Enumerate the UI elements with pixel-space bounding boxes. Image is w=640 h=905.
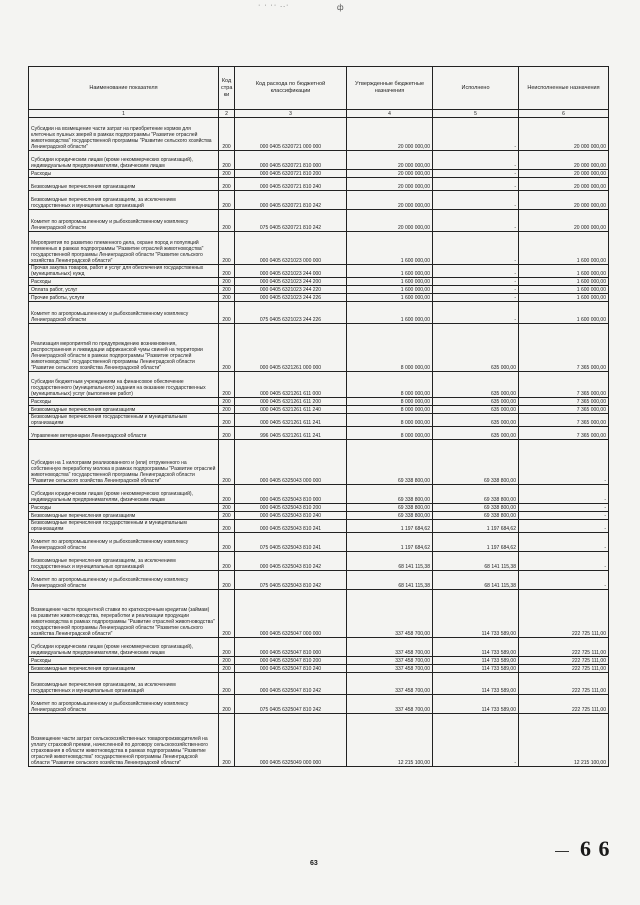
cell-unexecuted: 222 725 111,00 — [519, 673, 609, 695]
cell-code: 200 — [219, 406, 235, 414]
cell-kbk: 075 0405 6320721 810 242 — [235, 210, 347, 232]
header-approved: Утвержденные бюджетные назначения — [347, 67, 433, 110]
header-row-code: Код стра ки — [219, 67, 235, 110]
table-row — [29, 590, 609, 638]
cell-code: 200 — [219, 673, 235, 695]
cell-code: 200 — [219, 265, 235, 278]
cell-name: Субсидии юридическим лицам (кроме некоммерческих организаций), индивидуальным предпринимателям, физическим лицам — [29, 638, 219, 657]
cell-code: 200 — [219, 210, 235, 232]
cell-name: Мероприятия по развитию племенного дела, охране пород и популяций племенных в рамках подпрограммы "Развитие отраслей животноводства" государственной программы Ленинградской области "Развитие сельского хозяйства Ленинградской области" — [29, 232, 219, 265]
cell-approved: 337 458 700,00 — [347, 665, 433, 673]
cell-executed: - — [433, 170, 519, 178]
cell-unexecuted: 1 600 000,00 — [519, 265, 609, 278]
table-row — [29, 673, 609, 695]
cell-code: 200 — [219, 398, 235, 406]
cell-name: Субсидии юридическим лицам (кроме некоммерческих организаций), индивидуальным предпринимателям, физическим лицам — [29, 151, 219, 170]
cell-approved: 69 338 800,00 — [347, 512, 433, 520]
cell-unexecuted: - — [519, 571, 609, 590]
cell-name: Прочая закупка товаров, работ и услуг для обеспечения государственных (муниципальных) нужд — [29, 265, 219, 278]
table-row — [29, 286, 609, 294]
cell-kbk: 000 0405 6325047 810 242 — [235, 673, 347, 695]
cell-kbk: 000 0405 6321261 000 000 — [235, 324, 347, 372]
cell-code: 200 — [219, 414, 235, 427]
cell-code: 200 — [219, 372, 235, 398]
cell-name: Безвозмездные перечисления государственным и муниципальным организациям — [29, 414, 219, 427]
cell-name: Безвозмездные перечисления организациям, за исключением государственных и муниципальных организаций — [29, 191, 219, 210]
cell-kbk: 000 0405 6321023 244 200 — [235, 278, 347, 286]
cell-kbk: 000 0405 6320721 810 242 — [235, 191, 347, 210]
cell-approved: 1 600 000,00 — [347, 302, 433, 324]
cell-executed: 1 197 684,62 — [433, 520, 519, 533]
cell-approved: 8 000 000,00 — [347, 414, 433, 427]
column-number: 5 — [433, 110, 519, 118]
cell-executed: 114 733 589,00 — [433, 695, 519, 714]
cell-approved: 20 000 000,00 — [347, 151, 433, 170]
cell-name: Безвозмездные перечисления организациям — [29, 178, 219, 191]
cell-name: Комитет по агропромышленному и рыбохозяйственному комплексу Ленинградской области — [29, 571, 219, 590]
header-kbk: Код расхода по бюджетной классификации — [235, 67, 347, 110]
table-row — [29, 398, 609, 406]
table-row — [29, 324, 609, 372]
cell-name: Безвозмездные перечисления организациям — [29, 406, 219, 414]
cell-unexecuted: 7 365 000,00 — [519, 406, 609, 414]
cell-kbk: 000 0405 6320721 810 000 — [235, 151, 347, 170]
cell-unexecuted: 222 725 111,00 — [519, 657, 609, 665]
table-row — [29, 695, 609, 714]
table-row — [29, 265, 609, 278]
cell-kbk: 000 0405 6325043 810 200 — [235, 504, 347, 512]
cell-code: 200 — [219, 278, 235, 286]
cell-name: Расходы — [29, 504, 219, 512]
cell-code: 200 — [219, 695, 235, 714]
cell-executed: 69 338 800,00 — [433, 485, 519, 504]
cell-approved: 69 338 800,00 — [347, 504, 433, 512]
cell-kbk: 000 0405 6325047 810 200 — [235, 657, 347, 665]
table-row — [29, 278, 609, 286]
cell-executed: 68 141 115,38 — [433, 571, 519, 590]
cell-kbk: 000 0405 6321261 611 241 — [235, 414, 347, 427]
cell-code: 200 — [219, 440, 235, 485]
cell-code: 200 — [219, 485, 235, 504]
table-row — [29, 372, 609, 398]
cell-kbk: 000 0405 6325043 000 000 — [235, 440, 347, 485]
table-row — [29, 170, 609, 178]
cell-name: Оплата работ, услуг — [29, 286, 219, 294]
cell-kbk: 075 0405 6325043 810 242 — [235, 571, 347, 590]
cell-unexecuted: 222 725 111,00 — [519, 590, 609, 638]
cell-unexecuted: - — [519, 485, 609, 504]
scan-artifact-top: · · ·· ..· — [258, 2, 290, 9]
cell-name: Управление ветеринарии Ленинградской области — [29, 427, 219, 440]
cell-unexecuted: 12 215 100,00 — [519, 714, 609, 767]
cell-approved: 8 000 000,00 — [347, 372, 433, 398]
cell-code: 200 — [219, 232, 235, 265]
cell-name: Субсидии на возмещение части затрат на приобретение кормов для клеточных пушных зверей в рамках подпрограммы "Развитие отраслей животноводства" государственной программы "Развитие сельского хозяйства Ленинградской области" — [29, 118, 219, 151]
budget-execution-sheet — [28, 66, 608, 767]
table-row — [29, 657, 609, 665]
table-row — [29, 512, 609, 520]
cell-executed: 114 733 589,00 — [433, 657, 519, 665]
cell-kbk: 075 0405 6325043 810 241 — [235, 533, 347, 552]
header-unexecuted: Неисполненные назначения — [519, 67, 609, 110]
table-row — [29, 520, 609, 533]
cell-code: 200 — [219, 151, 235, 170]
cell-executed: 69 338 800,00 — [433, 504, 519, 512]
cell-approved: 69 338 800,00 — [347, 485, 433, 504]
cell-unexecuted: 20 000 000,00 — [519, 118, 609, 151]
cell-code: 200 — [219, 118, 235, 151]
table-row — [29, 440, 609, 485]
cell-name: Безвозмездные перечисления организациям — [29, 665, 219, 673]
table-row — [29, 533, 609, 552]
cell-code: 200 — [219, 714, 235, 767]
cell-name: Возмещение части затрат сельскохозяйственных товаропроизводителей на уплату страховой премии, начисленной по договору сельскохозяйственного страхования в области животноводства в рамках подпрограммы "Развитие отраслей животноводства" государственной программы Ленинградской области "Развитие сельского хозяйства Ленинградской области" — [29, 714, 219, 767]
cell-unexecuted: 222 725 111,00 — [519, 638, 609, 657]
cell-name: Расходы — [29, 278, 219, 286]
cell-kbk: 075 0405 6321023 244 226 — [235, 302, 347, 324]
cell-code: 200 — [219, 533, 235, 552]
cell-code: 200 — [219, 286, 235, 294]
table-row — [29, 504, 609, 512]
cell-executed: - — [433, 210, 519, 232]
cell-name: Безвозмездные перечисления организациям — [29, 512, 219, 520]
cell-executed: - — [433, 286, 519, 294]
cell-code: 200 — [219, 520, 235, 533]
table-row — [29, 414, 609, 427]
cell-unexecuted: - — [519, 440, 609, 485]
cell-executed: 635 000,00 — [433, 324, 519, 372]
cell-unexecuted: 20 000 000,00 — [519, 210, 609, 232]
cell-kbk: 000 0405 6321261 611 000 — [235, 372, 347, 398]
cell-name: Безвозмездные перечисления государственным и муниципальным организациям — [29, 520, 219, 533]
cell-approved: 20 000 000,00 — [347, 178, 433, 191]
cell-kbk: 996 0405 6321261 611 241 — [235, 427, 347, 440]
cell-unexecuted: 20 000 000,00 — [519, 191, 609, 210]
cell-kbk: 000 0405 6321023 000 000 — [235, 232, 347, 265]
cell-unexecuted: 1 600 000,00 — [519, 302, 609, 324]
cell-code: 200 — [219, 552, 235, 571]
column-number: 2 — [219, 110, 235, 118]
cell-kbk: 000 0405 6325047 000 000 — [235, 590, 347, 638]
cell-name: Субсидии на 1 килограмм реализованного и (или) отгруженного на собственную переработку молока в рамках подпрограммы "Развитие отраслей животноводства" государственной программы Ленинградской области "Развитие сельского хозяйства Ленинградской области" — [29, 440, 219, 485]
cell-approved: 337 458 700,00 — [347, 638, 433, 657]
cell-executed: 69 338 800,00 — [433, 512, 519, 520]
cell-kbk: 000 0405 6325047 810 240 — [235, 665, 347, 673]
header-executed: Исполнено — [433, 67, 519, 110]
cell-code: 200 — [219, 178, 235, 191]
cell-executed: 114 733 589,00 — [433, 665, 519, 673]
cell-code: 200 — [219, 665, 235, 673]
cell-name: Возмещение части процентной ставки по краткосрочным кредитам (займам) на развитие животноводства, переработки и реализации продукции животноводства в рамках подпрограммы "Развитие отраслей животноводства" государственной программы Ленинградской области "Развитие сельского хозяйства Ленинградской области" — [29, 590, 219, 638]
cell-unexecuted: 20 000 000,00 — [519, 151, 609, 170]
cell-approved: 20 000 000,00 — [347, 210, 433, 232]
table-row — [29, 210, 609, 232]
cell-approved: 337 458 700,00 — [347, 590, 433, 638]
cell-kbk: 000 0405 6321023 244 000 — [235, 265, 347, 278]
cell-executed: 635 000,00 — [433, 372, 519, 398]
cell-executed: - — [433, 302, 519, 324]
cell-unexecuted: 222 725 111,00 — [519, 695, 609, 714]
cell-approved: 1 600 000,00 — [347, 294, 433, 302]
column-number: 6 — [519, 110, 609, 118]
cell-kbk: 000 0405 6321261 611 240 — [235, 406, 347, 414]
cell-executed: 69 338 800,00 — [433, 440, 519, 485]
header-name: Наименование показателя — [29, 67, 219, 110]
table-row — [29, 714, 609, 767]
table-row — [29, 294, 609, 302]
cell-approved: 20 000 000,00 — [347, 191, 433, 210]
table-row — [29, 151, 609, 170]
cell-executed: - — [433, 294, 519, 302]
cell-approved: 337 458 700,00 — [347, 673, 433, 695]
cell-approved: 337 458 700,00 — [347, 657, 433, 665]
cell-name: Реализация мероприятий по предупреждению возникновения, распространения и ликвидации африканской чумы свиней на территории Ленинградской области в рамках подпрограммы "Развитие отраслей животноводства" государственной программы Ленинградской области "Развитие сельского хозяйства Ленинградской области" — [29, 324, 219, 372]
cell-executed: 635 000,00 — [433, 398, 519, 406]
column-number: 3 — [235, 110, 347, 118]
cell-unexecuted: 1 600 000,00 — [519, 286, 609, 294]
cell-code: 200 — [219, 512, 235, 520]
cell-kbk: 000 0405 6321023 244 220 — [235, 286, 347, 294]
cell-approved: 12 215 100,00 — [347, 714, 433, 767]
cell-kbk: 000 0405 6325047 810 000 — [235, 638, 347, 657]
cell-kbk: 000 0405 6325043 810 241 — [235, 520, 347, 533]
cell-code: 200 — [219, 427, 235, 440]
cell-approved: 1 600 000,00 — [347, 278, 433, 286]
cell-executed: 635 000,00 — [433, 414, 519, 427]
table-row — [29, 302, 609, 324]
cell-executed: - — [433, 191, 519, 210]
cell-name: Расходы — [29, 170, 219, 178]
cell-unexecuted: 1 600 000,00 — [519, 294, 609, 302]
cell-name: Комитет по агропромышленному и рыбохозяйственному комплексу Ленинградской области — [29, 210, 219, 232]
cell-unexecuted: 20 000 000,00 — [519, 170, 609, 178]
cell-approved: 1 600 000,00 — [347, 265, 433, 278]
cell-approved: 8 000 000,00 — [347, 324, 433, 372]
cell-unexecuted: 222 725 111,00 — [519, 665, 609, 673]
cell-code: 200 — [219, 302, 235, 324]
cell-code: 200 — [219, 638, 235, 657]
cell-name: Расходы — [29, 657, 219, 665]
cell-unexecuted: - — [519, 533, 609, 552]
column-number-row — [29, 110, 609, 118]
cell-unexecuted: 20 000 000,00 — [519, 178, 609, 191]
cell-code: 200 — [219, 191, 235, 210]
cell-executed: 114 733 589,00 — [433, 673, 519, 695]
table-row — [29, 665, 609, 673]
cell-kbk: 000 0405 6320721 810 240 — [235, 178, 347, 191]
cell-approved: 8 000 000,00 — [347, 398, 433, 406]
budget-table — [28, 66, 609, 767]
cell-approved: 337 458 700,00 — [347, 695, 433, 714]
cell-unexecuted: 7 365 000,00 — [519, 324, 609, 372]
cell-name: Комитет по агропромышленному и рыбохозяйственному комплексу Ленинградской области — [29, 302, 219, 324]
table-row — [29, 118, 609, 151]
cell-unexecuted: - — [519, 552, 609, 571]
table-row — [29, 485, 609, 504]
table-row — [29, 406, 609, 414]
cell-executed: 635 000,00 — [433, 406, 519, 414]
cell-executed: - — [433, 278, 519, 286]
cell-kbk: 000 0405 6325049 000 000 — [235, 714, 347, 767]
cell-unexecuted: 1 600 000,00 — [519, 278, 609, 286]
cell-kbk: 000 0405 6325043 810 242 — [235, 552, 347, 571]
cell-approved: 1 600 000,00 — [347, 232, 433, 265]
cell-name: Комитет по агропромышленному и рыбохозяйственному комплексу Ленинградской области — [29, 533, 219, 552]
cell-name: Субсидии юридическим лицам (кроме некоммерческих организаций), индивидуальным предпринимателям, физическим лицам — [29, 485, 219, 504]
cell-name: Комитет по агропромышленному и рыбохозяйственному комплексу Ленинградской области — [29, 695, 219, 714]
cell-name: Прочие работы, услуги — [29, 294, 219, 302]
cell-approved: 68 141 115,38 — [347, 552, 433, 571]
page-number: 63 — [310, 860, 318, 867]
column-number: 1 — [29, 110, 219, 118]
cell-approved: 1 197 684,62 — [347, 520, 433, 533]
cell-executed: - — [433, 265, 519, 278]
cell-executed: - — [433, 232, 519, 265]
cell-unexecuted: 7 365 000,00 — [519, 427, 609, 440]
cell-approved: 68 141 115,38 — [347, 571, 433, 590]
cell-executed: 114 733 589,00 — [433, 638, 519, 657]
cell-unexecuted: 1 600 000,00 — [519, 232, 609, 265]
table-row — [29, 571, 609, 590]
cell-kbk: 000 0405 6321023 244 226 — [235, 294, 347, 302]
cell-unexecuted: 7 365 000,00 — [519, 414, 609, 427]
cell-unexecuted: 7 365 000,00 — [519, 372, 609, 398]
cell-approved: 8 000 000,00 — [347, 406, 433, 414]
column-number: 4 — [347, 110, 433, 118]
cell-kbk: 000 0405 6320721 000 000 — [235, 118, 347, 151]
table-row — [29, 427, 609, 440]
cell-executed: - — [433, 178, 519, 191]
cell-unexecuted: - — [519, 512, 609, 520]
cell-kbk: 000 0405 6325043 810 000 — [235, 485, 347, 504]
handwritten-mark — [555, 851, 569, 852]
table-header-row — [29, 67, 609, 110]
cell-executed: - — [433, 118, 519, 151]
cell-code: 200 — [219, 657, 235, 665]
cell-code: 200 — [219, 324, 235, 372]
cell-approved: 20 000 000,00 — [347, 118, 433, 151]
cell-code: 200 — [219, 590, 235, 638]
cell-executed: 1 197 684,62 — [433, 533, 519, 552]
cell-name: Безвозмездные перечисления организациям, за исключением государственных и муниципальных организаций — [29, 673, 219, 695]
cell-name: Безвозмездные перечисления организациям, за исключением государственных и муниципальных организаций — [29, 552, 219, 571]
cell-executed: 68 141 115,38 — [433, 552, 519, 571]
cell-executed: 635 000,00 — [433, 427, 519, 440]
cell-name: Субсидии бюджетным учреждениям на финансовое обеспечение государственного (муниципального) задания на оказание государственных (муниципальных) услуг (выполнение работ) — [29, 372, 219, 398]
cell-code: 200 — [219, 170, 235, 178]
cell-unexecuted: - — [519, 520, 609, 533]
cell-kbk: 000 0405 6320721 810 200 — [235, 170, 347, 178]
cell-approved: 69 338 800,00 — [347, 440, 433, 485]
cell-approved: 20 000 000,00 — [347, 170, 433, 178]
table-body — [29, 118, 609, 767]
cell-executed: 114 733 589,00 — [433, 590, 519, 638]
scan-artifact-top-right: ф — [337, 3, 344, 12]
table-row — [29, 232, 609, 265]
table-row — [29, 178, 609, 191]
cell-kbk: 000 0405 6321261 611 200 — [235, 398, 347, 406]
cell-unexecuted: 7 365 000,00 — [519, 398, 609, 406]
cell-code: 200 — [219, 571, 235, 590]
table-row — [29, 191, 609, 210]
cell-approved: 1 197 684,62 — [347, 533, 433, 552]
cell-code: 200 — [219, 504, 235, 512]
cell-name: Расходы — [29, 398, 219, 406]
cell-approved: 1 600 000,00 — [347, 286, 433, 294]
cell-executed: - — [433, 151, 519, 170]
table-row — [29, 552, 609, 571]
cell-code: 200 — [219, 294, 235, 302]
cell-executed: - — [433, 714, 519, 767]
cell-kbk: 000 0405 6325043 810 240 — [235, 512, 347, 520]
cell-kbk: 075 0405 6325047 810 242 — [235, 695, 347, 714]
page-stamp: 6 6 — [580, 836, 611, 861]
table-row — [29, 638, 609, 657]
cell-approved: 8 000 000,00 — [347, 427, 433, 440]
cell-unexecuted: - — [519, 504, 609, 512]
